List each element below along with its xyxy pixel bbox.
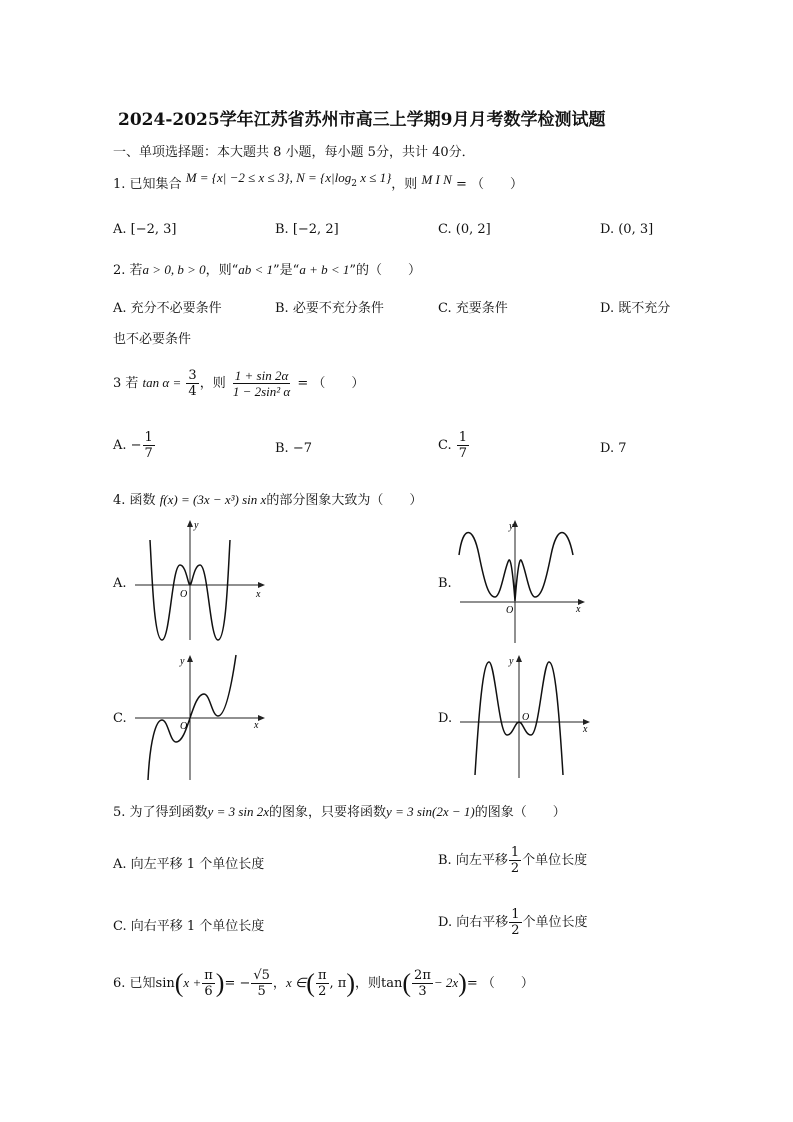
q3-option-a-num: 1 <box>144 430 153 445</box>
q5-option-b-num: 1 <box>510 845 520 860</box>
question-1 <box>113 170 523 198</box>
q6-pi-num: π <box>204 968 213 983</box>
q1-option-a: A. [−2, 3] <box>113 222 177 237</box>
q5-option-d-den: 2 <box>511 923 520 938</box>
q1-set-n: , N = {x|log <box>289 170 352 185</box>
q3-stem: 3 若 <box>113 376 139 391</box>
q6-sep: ， <box>272 976 286 991</box>
question-2 <box>113 262 421 279</box>
q3-option-a <box>113 430 156 461</box>
q3-option-a-frac <box>143 430 155 461</box>
q3-expr-num: 1 + sin 2α <box>234 368 289 383</box>
q6-int-frac <box>316 968 329 999</box>
q5-option-a: A. 向左平移 1 个单位长度 <box>113 857 265 872</box>
graph-c-x-label: x <box>254 720 259 731</box>
q1-stem: 1. 已知集合 <box>113 177 182 192</box>
q6-xin: x ∈ <box>285 975 307 990</box>
q6-eq: = − <box>224 976 251 991</box>
q6-end: = （ ） <box>466 976 534 991</box>
q6-sin: sin <box>155 976 175 991</box>
graph-b-y-label: y <box>509 521 514 532</box>
graph-c-y-label: y <box>180 656 185 667</box>
q5-option-b-den: 2 <box>510 861 520 876</box>
q6-root-frac <box>251 968 272 999</box>
q1-option-d: D. (0, 3] <box>600 222 654 237</box>
q3-frac-num: 3 <box>188 368 197 383</box>
page-title: 2024-2025学年江苏省苏州市高三上学期9月月考数学检测试题 <box>118 110 606 130</box>
q6-pi-six <box>202 968 215 999</box>
q6-t-tail: − 2x <box>433 975 459 990</box>
q3-fraction <box>186 368 198 399</box>
q2-p: ab < 1 <box>238 262 274 277</box>
q2-mid: ，则“ <box>205 263 239 278</box>
q4-option-c-label: C. <box>113 711 127 726</box>
q4-end: 的部分图象大致为（ ） <box>266 493 423 508</box>
question-6 <box>113 968 534 999</box>
q6-int-tail: , π <box>329 976 347 991</box>
q1-eq: = （ ） <box>455 177 523 192</box>
q5-target-function: y = 3 sin 2x <box>207 804 270 819</box>
q2-cond: a > 0, b > 0 <box>142 262 206 277</box>
q6-int-rparen: ) <box>346 968 355 998</box>
q5-option-d-pre: D. 向右平移 <box>438 915 509 930</box>
graph-d-origin: O <box>522 712 530 723</box>
q1-log-base: 2 <box>351 178 357 189</box>
graph-c-origin: O <box>180 721 188 732</box>
q1-expr: M I N <box>421 172 452 187</box>
graph-b-origin: O <box>506 605 514 616</box>
q5-stem: 5. 为了得到函数 <box>113 805 208 820</box>
q6-t-num: 2π <box>414 968 431 983</box>
q6-t-rparen: ) <box>458 968 467 998</box>
q3-mid: ，则 <box>199 376 226 391</box>
q2-q: a + b < 1 <box>299 262 350 277</box>
q3-tan: tan α = <box>142 375 182 390</box>
q5-option-c: C. 向右平移 1 个单位长度 <box>113 919 265 934</box>
q3-option-c-num: 1 <box>458 430 468 445</box>
q1-option-b: B. [−2, 2] <box>275 222 339 237</box>
q6-root-num: √5 <box>253 968 270 983</box>
q3-end: = （ ） <box>297 376 365 391</box>
q2-option-b: B. 必要不充分条件 <box>275 301 384 316</box>
q2-option-d: D. 既不充分 <box>600 301 671 316</box>
q2-option-c: C. 充要条件 <box>438 301 508 316</box>
q1-then: ，则 <box>391 177 418 192</box>
q4-option-b-label: B. <box>438 576 452 591</box>
q6-x: x + <box>183 975 202 990</box>
graph-b <box>455 515 590 645</box>
q6-t-den: 3 <box>418 984 427 999</box>
q2-mid2: ”是“ <box>273 263 300 278</box>
q2-option-a: A. 充分不必要条件 <box>113 301 222 316</box>
q5-end: 的图象（ ） <box>474 805 566 820</box>
question-3 <box>113 368 364 399</box>
graph-a-x-label: x <box>256 589 261 600</box>
q1-set-n-tail: x ≤ 1} <box>356 170 392 185</box>
q4-option-a-label: A. <box>113 576 127 591</box>
q3-option-c-den: 7 <box>458 446 468 461</box>
graph-a-y-label: y <box>194 520 199 531</box>
q5-option-d <box>438 907 588 938</box>
question-5 <box>113 804 566 821</box>
question-4 <box>113 492 422 509</box>
q6-t-lparen: ( <box>402 968 412 998</box>
graph-d-x-label: x <box>583 724 588 735</box>
q5-option-b-post: 个单位长度 <box>522 853 588 868</box>
q4-option-d-label: D. <box>438 711 453 726</box>
q3-option-a-den: 7 <box>144 446 153 461</box>
graph-d <box>455 650 595 785</box>
q4-function: f(x) = (3x − x³) sin x <box>159 492 267 507</box>
q5-source-function: y = 3 sin(2x − 1) <box>386 804 475 819</box>
q3-option-b: B. −7 <box>275 441 312 456</box>
q6-int-den: 2 <box>318 984 327 999</box>
q6-stem: 6. 已知 <box>113 976 156 991</box>
q6-pi-den: 6 <box>204 984 213 999</box>
q3-option-d: D. 7 <box>600 441 627 456</box>
graph-b-x-label: x <box>576 604 581 615</box>
q5-option-d-post: 个单位长度 <box>522 915 588 930</box>
q6-int-num: π <box>317 968 327 983</box>
q3-option-c <box>438 430 470 461</box>
q5-option-d-num: 1 <box>511 907 520 922</box>
q5-option-b <box>438 845 587 876</box>
q6-int-lparen: ( <box>306 968 315 998</box>
q6-tan: tan <box>381 976 403 991</box>
q1-option-c: C. (0, 2] <box>438 222 491 237</box>
q5-option-b-frac <box>509 845 521 876</box>
graph-a-origin: O <box>180 589 188 600</box>
q3-option-a-label: A. − <box>113 438 142 453</box>
q3-frac-den: 4 <box>188 384 197 399</box>
graph-a <box>130 515 270 645</box>
section-heading: 一、单项选择题：本大题共 8 小题，每小题 5分，共计 40分． <box>113 145 475 160</box>
graph-d-y-label: y <box>509 656 514 667</box>
q2-end: ”的（ ） <box>349 263 422 278</box>
q6-t-frac <box>412 968 433 999</box>
q3-option-c-frac <box>457 430 469 461</box>
q6-rparen: ) <box>215 968 225 998</box>
q6-root-den: 5 <box>257 984 266 999</box>
q5-option-d-frac <box>509 907 521 938</box>
graph-c <box>130 650 270 785</box>
q5-option-b-pre: B. 向左平移 <box>438 853 508 868</box>
q2-stem: 2. 若 <box>113 263 143 278</box>
q6-mid: ，则 <box>355 976 382 991</box>
q4-stem: 4. 函数 <box>113 493 156 508</box>
q3-expr-den: 1 − 2sin² α <box>232 384 291 399</box>
q6-lparen: ( <box>174 968 184 998</box>
q2-option-d-cont: 也不必要条件 <box>113 332 192 347</box>
q3-option-c-label: C. <box>438 438 452 453</box>
q5-mid: 的图象，只要将函数 <box>269 805 387 820</box>
q3-expression <box>231 368 292 399</box>
q1-set-m: M = {x| −2 ≤ x ≤ 3} <box>185 170 290 185</box>
